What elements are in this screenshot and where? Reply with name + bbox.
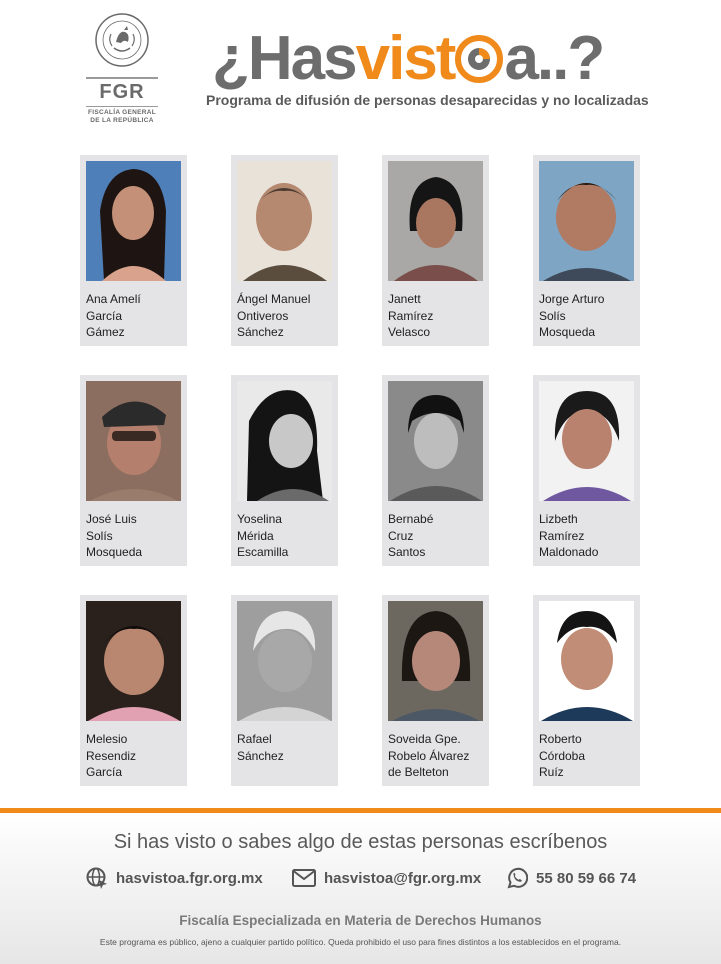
- website-contact[interactable]: [86, 865, 263, 891]
- program-logo: [212, 24, 604, 94]
- person-card: [80, 375, 187, 566]
- fgr-logo: [86, 12, 158, 125]
- person-card: [533, 375, 640, 566]
- poster-footer: [0, 813, 721, 964]
- person-name: Melesio Resendiz García: [86, 732, 137, 779]
- person-name: Bernabé Cruz Santos: [388, 512, 434, 559]
- person-card: [382, 155, 489, 346]
- person-name: Janett Ramírez Velasco: [388, 292, 434, 339]
- person-photo: [539, 161, 634, 281]
- program-subtitle: Programa de difusión de personas desaparecidas y no localizadas: [206, 92, 649, 108]
- person-card: [382, 595, 489, 786]
- poster-header: [0, 0, 721, 130]
- person-name: Lizbeth Ramírez Maldonado: [539, 512, 599, 559]
- brand-suffix: a..?: [504, 24, 604, 93]
- person-photo: [388, 161, 483, 281]
- brand-prefix: ¿Has: [212, 24, 356, 93]
- person-card: [231, 155, 338, 346]
- person-card: [533, 595, 640, 786]
- person-name: José Luis Solís Mosqueda: [86, 512, 143, 559]
- national-seal-icon: [94, 12, 150, 68]
- person-photo: [86, 161, 181, 281]
- person-name: Rafael Sánchez: [237, 732, 284, 763]
- person-photo: [86, 601, 181, 721]
- email-link[interactable]: hasvistoa@fgr.org.mx: [324, 869, 482, 887]
- person-name: Jorge Arturo Solís Mosqueda: [539, 292, 605, 339]
- globe-icon: [86, 867, 108, 889]
- person-card: [231, 595, 338, 786]
- person-photo: [86, 381, 181, 501]
- phone-number[interactable]: 55 80 59 66 74: [536, 869, 637, 887]
- person-photo: [388, 601, 483, 721]
- person-card: [382, 375, 489, 566]
- brand-highlight: vist: [355, 24, 455, 93]
- department-name: Fiscalía Especializada en Materia de Derechos Humanos: [179, 913, 542, 928]
- person-photo: [388, 381, 483, 501]
- legal-disclaimer: Este programa es público, ajeno a cualquier partido político. Queda prohibido el uso para fines distintos a los establecidos en el programa.: [99, 937, 622, 947]
- person-card: [231, 375, 338, 566]
- person-name: Yoselina Mérida Escamilla: [237, 512, 289, 559]
- email-contact[interactable]: [292, 865, 481, 891]
- person-photo: [539, 381, 634, 501]
- person-card: [80, 155, 187, 346]
- mail-icon: [292, 869, 316, 887]
- agency-name: FISCALÍA GENERAL DE LA REPÚBLICA: [86, 106, 158, 125]
- website-link[interactable]: hasvistoa.fgr.org.mx: [116, 869, 263, 887]
- person-name: Soveida Gpe. Robelo Álvarez de Belteton: [388, 732, 470, 779]
- person-name: Roberto Córdoba Ruíz: [539, 732, 586, 779]
- person-card: [80, 595, 187, 786]
- person-name: Ana Amelí García Gámez: [86, 292, 141, 339]
- person-photo: [237, 161, 332, 281]
- person-photo: [237, 601, 332, 721]
- whatsapp-icon: [506, 867, 528, 889]
- person-photo: [539, 601, 634, 721]
- person-photo: [237, 381, 332, 501]
- eye-icon: [455, 35, 503, 83]
- agency-acronym: FGR: [86, 77, 158, 104]
- person-card: [533, 155, 640, 346]
- person-name: Ángel Manuel Ontiveros Sánchez: [237, 292, 311, 339]
- contact-list: [86, 865, 646, 891]
- phone-contact[interactable]: [506, 865, 636, 891]
- call-to-action: Si has visto o sabes algo de estas personas escríbenos: [113, 831, 608, 853]
